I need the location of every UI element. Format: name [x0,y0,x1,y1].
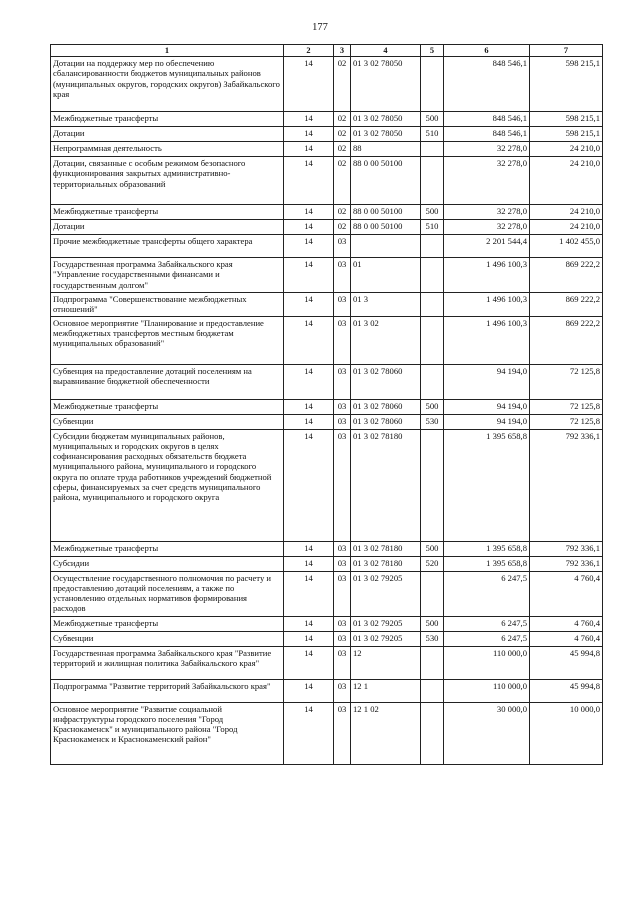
row-pr-code: 03 [334,571,351,616]
row-gr-code: 14 [284,157,334,205]
table-header-row [51,45,603,57]
row-gr-code: 14 [284,293,334,317]
row-name: Подпрограмма "Совершенствование межбюджетных отношений" [51,293,284,317]
table-row [51,414,603,429]
page-number: 177 [312,22,328,33]
row-gr-code: 14 [284,679,334,702]
row-pr-code: 03 [334,414,351,429]
row-csr-code: 12 1 02 [351,702,421,764]
col-header-sum-1: 6 [444,45,530,57]
row-csr-code: 01 3 02 78050 [351,57,421,112]
row-gr-code: 14 [284,364,334,399]
row-kvr-code: 530 [421,631,444,646]
table-row [51,631,603,646]
row-sum-1: 6 247,5 [444,631,530,646]
row-gr-code: 14 [284,205,334,220]
row-kvr-code [421,679,444,702]
row-sum-2: 72 125,8 [530,414,603,429]
row-kvr-code [421,57,444,112]
row-gr-code: 14 [284,702,334,764]
row-sum-2: 598 215,1 [530,127,603,142]
row-csr-code: 01 3 02 78050 [351,127,421,142]
row-kvr-code: 500 [421,616,444,631]
row-name: Государственная программа Забайкальского края "Развитие территорий и жилищная политика Забайкальского края" [51,646,284,679]
table-row [51,679,603,702]
row-name: Дотации на поддержку мер по обеспечению сбалансированности бюджетов муниципальных районов (муниципальных округов, городских округов) Забайкальского края [51,57,284,112]
table-row [51,571,603,616]
row-csr-code [351,235,421,258]
row-kvr-code [421,293,444,317]
row-sum-1: 1 395 658,8 [444,541,530,556]
row-sum-1: 32 278,0 [444,220,530,235]
row-sum-2: 45 994,8 [530,646,603,679]
row-sum-1: 94 194,0 [444,399,530,414]
table-row [51,541,603,556]
row-sum-1: 1 395 658,8 [444,556,530,571]
table-body [51,57,603,765]
row-pr-code: 03 [334,316,351,364]
row-sum-2: 4 760,4 [530,616,603,631]
col-header-csr: 4 [351,45,421,57]
row-sum-1: 110 000,0 [444,679,530,702]
row-gr-code: 14 [284,142,334,157]
row-sum-1: 1 496 100,3 [444,258,530,293]
row-pr-code: 02 [334,205,351,220]
row-kvr-code: 520 [421,556,444,571]
row-name: Субвенция на предоставление дотаций поселениям на выравнивание бюджетной обеспеченности [51,364,284,399]
row-name: Межбюджетные трансферты [51,541,284,556]
row-sum-2: 24 210,0 [530,205,603,220]
row-sum-1: 94 194,0 [444,364,530,399]
row-pr-code: 03 [334,702,351,764]
row-csr-code: 01 3 02 79205 [351,616,421,631]
row-kvr-code [421,157,444,205]
row-name: Дотации [51,127,284,142]
row-sum-2: 869 222,2 [530,293,603,317]
row-sum-2: 24 210,0 [530,142,603,157]
row-name: Субвенции [51,631,284,646]
table-row [51,112,603,127]
col-header-gr: 2 [284,45,334,57]
row-kvr-code [421,646,444,679]
row-gr-code: 14 [284,220,334,235]
row-sum-2: 10 000,0 [530,702,603,764]
row-gr-code: 14 [284,631,334,646]
table-row [51,616,603,631]
table-row [51,127,603,142]
row-name: Подпрограмма "Развитие территорий Забайкальского края" [51,679,284,702]
row-pr-code: 02 [334,220,351,235]
row-sum-2: 598 215,1 [530,112,603,127]
row-sum-1: 1 395 658,8 [444,429,530,541]
row-kvr-code [421,258,444,293]
table-row [51,316,603,364]
row-pr-code: 03 [334,541,351,556]
row-pr-code: 03 [334,258,351,293]
budget-table [50,44,603,765]
row-gr-code: 14 [284,235,334,258]
row-name: Дотации, связанные с особым режимом безопасного функционирования закрытых административно-территориальных образований [51,157,284,205]
row-pr-code: 02 [334,127,351,142]
row-sum-1: 30 000,0 [444,702,530,764]
row-csr-code: 01 3 02 78050 [351,112,421,127]
table-row [51,258,603,293]
col-header-sum-2: 7 [530,45,603,57]
row-sum-1: 32 278,0 [444,205,530,220]
row-kvr-code [421,429,444,541]
table-row [51,293,603,317]
row-kvr-code [421,702,444,764]
row-csr-code: 01 [351,258,421,293]
row-gr-code: 14 [284,127,334,142]
table-row [51,57,603,112]
row-name: Государственная программа Забайкальского края "Управление государственными финансами и государственным долгом" [51,258,284,293]
row-csr-code: 01 3 [351,293,421,317]
row-sum-2: 869 222,2 [530,258,603,293]
row-sum-1: 2 201 544,4 [444,235,530,258]
row-pr-code: 03 [334,364,351,399]
row-sum-2: 598 215,1 [530,57,603,112]
row-kvr-code: 500 [421,541,444,556]
row-pr-code: 03 [334,293,351,317]
row-gr-code: 14 [284,399,334,414]
row-sum-2: 24 210,0 [530,157,603,205]
row-sum-2: 869 222,2 [530,316,603,364]
row-pr-code: 03 [334,646,351,679]
table-row [51,220,603,235]
row-kvr-code [421,364,444,399]
row-csr-code: 01 3 02 78180 [351,556,421,571]
row-gr-code: 14 [284,112,334,127]
row-csr-code: 88 [351,142,421,157]
table-row [51,142,603,157]
row-csr-code: 88 0 00 50100 [351,220,421,235]
row-name: Субсидии [51,556,284,571]
row-kvr-code: 500 [421,399,444,414]
row-name: Межбюджетные трансферты [51,112,284,127]
row-name: Межбюджетные трансферты [51,616,284,631]
row-sum-1: 32 278,0 [444,157,530,205]
row-kvr-code: 530 [421,414,444,429]
row-sum-1: 6 247,5 [444,616,530,631]
row-csr-code: 01 3 02 [351,316,421,364]
row-sum-2: 792 336,1 [530,541,603,556]
row-pr-code: 03 [334,235,351,258]
row-sum-1: 6 247,5 [444,571,530,616]
row-sum-1: 1 496 100,3 [444,316,530,364]
row-sum-2: 45 994,8 [530,679,603,702]
row-csr-code: 01 3 02 78060 [351,399,421,414]
row-gr-code: 14 [284,556,334,571]
row-pr-code: 03 [334,429,351,541]
row-gr-code: 14 [284,316,334,364]
row-kvr-code [421,235,444,258]
row-pr-code: 03 [334,631,351,646]
table-row [51,556,603,571]
row-pr-code: 03 [334,556,351,571]
row-sum-2: 792 336,1 [530,556,603,571]
row-gr-code: 14 [284,414,334,429]
row-kvr-code [421,142,444,157]
row-gr-code: 14 [284,571,334,616]
row-sum-1: 32 278,0 [444,142,530,157]
row-gr-code: 14 [284,258,334,293]
row-name: Основное мероприятие "Планирование и предоставление межбюджетных трансфертов местным бюджетам муниципальных образований" [51,316,284,364]
table-row [51,157,603,205]
table-row [51,364,603,399]
row-name: Осуществление государственного полномочия по расчету и предоставлению дотаций поселениям, а также по установлению отдельных нормативов формирования расходов [51,571,284,616]
row-gr-code: 14 [284,646,334,679]
row-kvr-code: 510 [421,127,444,142]
row-name: Межбюджетные трансферты [51,205,284,220]
row-sum-2: 4 760,4 [530,571,603,616]
table-row [51,702,603,764]
row-pr-code: 02 [334,142,351,157]
row-pr-code: 02 [334,157,351,205]
row-name: Основное мероприятие "Развитие социальной инфраструктуры городского поселения "Город Краснокаменск" и муниципального района "Город Краснокаменск и Краснокаменский район" [51,702,284,764]
col-header-kvr: 5 [421,45,444,57]
row-sum-2: 792 336,1 [530,429,603,541]
row-gr-code: 14 [284,541,334,556]
row-name: Межбюджетные трансферты [51,399,284,414]
row-csr-code: 12 [351,646,421,679]
row-csr-code: 01 3 02 79205 [351,631,421,646]
col-header-name: 1 [51,45,284,57]
table-row [51,235,603,258]
row-gr-code: 14 [284,429,334,541]
row-csr-code: 01 3 02 78180 [351,541,421,556]
row-kvr-code: 510 [421,220,444,235]
row-csr-code: 01 3 02 78060 [351,414,421,429]
row-pr-code: 03 [334,616,351,631]
row-name: Дотации [51,220,284,235]
table-row [51,429,603,541]
row-name: Непрограммная деятельность [51,142,284,157]
row-kvr-code [421,316,444,364]
table-row [51,205,603,220]
table-row [51,399,603,414]
row-kvr-code: 500 [421,205,444,220]
row-name: Субвенции [51,414,284,429]
row-csr-code: 01 3 02 79205 [351,571,421,616]
row-sum-2: 1 402 455,0 [530,235,603,258]
row-pr-code: 02 [334,112,351,127]
row-sum-1: 94 194,0 [444,414,530,429]
row-sum-1: 848 546,1 [444,112,530,127]
row-pr-code: 02 [334,57,351,112]
row-csr-code: 12 1 [351,679,421,702]
row-csr-code: 88 0 00 50100 [351,157,421,205]
row-name: Прочие межбюджетные трансферты общего характера [51,235,284,258]
row-gr-code: 14 [284,616,334,631]
row-name: Субсидии бюджетам муниципальных районов, муниципальных и городских округов в целях софинансирования расходных обязательств бюджета муниципального района, муниципального и городского округа по оплате труда работников учреждений бюджетной сферы, финансируемых за счет средств муниципального района, муниципального и городского округа [51,429,284,541]
row-sum-2: 72 125,8 [530,364,603,399]
row-kvr-code: 500 [421,112,444,127]
row-csr-code: 01 3 02 78060 [351,364,421,399]
row-gr-code: 14 [284,57,334,112]
row-csr-code: 88 0 00 50100 [351,205,421,220]
row-sum-2: 72 125,8 [530,399,603,414]
row-kvr-code [421,571,444,616]
row-sum-1: 848 546,1 [444,127,530,142]
row-pr-code: 03 [334,399,351,414]
row-sum-1: 848 546,1 [444,57,530,112]
row-sum-1: 1 496 100,3 [444,293,530,317]
row-pr-code: 03 [334,679,351,702]
row-sum-1: 110 000,0 [444,646,530,679]
row-csr-code: 01 3 02 78180 [351,429,421,541]
col-header-pr: 3 [334,45,351,57]
table-row [51,646,603,679]
row-sum-2: 4 760,4 [530,631,603,646]
row-sum-2: 24 210,0 [530,220,603,235]
